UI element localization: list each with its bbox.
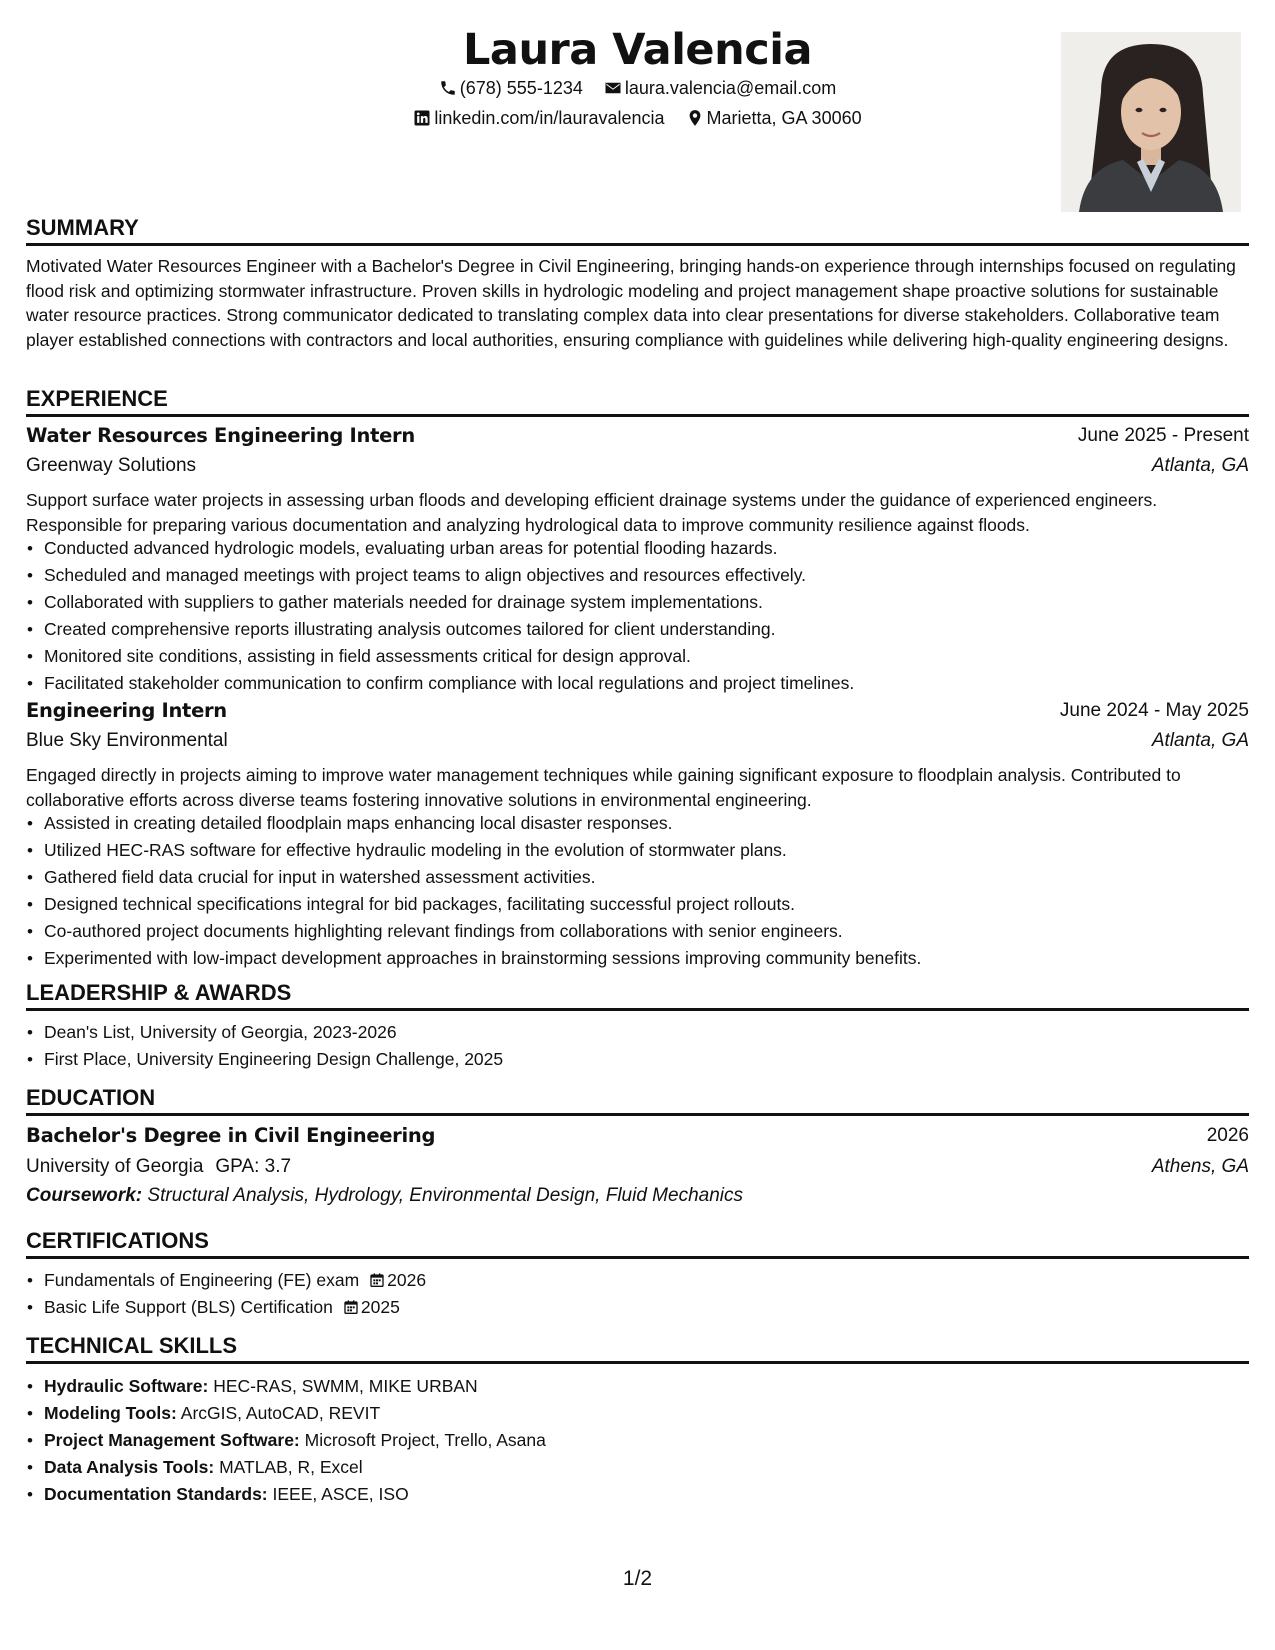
gpa: GPA: 3.7: [215, 1156, 292, 1177]
list-item: [44, 1481, 1267, 1508]
contact-location: [686, 105, 862, 131]
skills-list: [26, 1373, 1267, 1508]
cert-year: 2025: [360, 1297, 400, 1317]
list-item: • Conducted advanced hydrologic models, evaluating urban areas for potential flooding hazards.: [44, 535, 1267, 562]
profile-photo: [1061, 32, 1241, 212]
job-description: Support surface water projects in assessing urban floods and developing efficient drainage systems under the guidance of experienced engineers. Responsible for preparing various documentation and analyzing hydrological data to improve community resilience against floods.: [26, 490, 1158, 535]
list-item: • Created comprehensive reports illustrating analysis outcomes tailored for client understanding.: [44, 616, 1267, 643]
list-item: • Facilitated stakeholder communication to confirm compliance with local regulations and project timelines.: [44, 670, 1267, 697]
contact-linkedin[interactable]: [413, 105, 664, 131]
list-item: [44, 1267, 1267, 1294]
list-item: • Assisted in creating detailed floodplain maps enhancing local disaster responses.: [44, 810, 1267, 837]
certifications-list: [26, 1267, 1267, 1321]
list-item: [44, 1294, 1267, 1321]
job-title: Water Resources Engineering Intern: [26, 424, 415, 447]
skill-value: Microsoft Project, Trello, Asana: [304, 1430, 546, 1450]
calendar-icon: [369, 1272, 385, 1288]
skill-label: Modeling Tools:: [44, 1403, 177, 1423]
education-heading: EDUCATION: [26, 1084, 1249, 1116]
school-line: [26, 1153, 291, 1181]
list-item: • Dean's List, University of Georgia, 2023-2026: [44, 1019, 1267, 1046]
job-location: Atlanta, GA: [1151, 455, 1249, 476]
job-bullets: [26, 810, 1267, 972]
summary-heading: SUMMARY: [26, 214, 1249, 246]
skill-value: IEEE, ASCE, ISO: [272, 1484, 409, 1504]
calendar-icon: [343, 1299, 359, 1315]
job-title: Engineering Intern: [26, 699, 227, 722]
skills-heading: TECHNICAL SKILLS: [26, 1332, 1249, 1364]
page-number: 1/2: [622, 1567, 653, 1590]
skill-label: Hydraulic Software:: [44, 1376, 209, 1396]
envelope-icon: [604, 79, 622, 97]
list-item: [44, 1454, 1267, 1481]
candidate-name: Laura Valencia: [463, 25, 812, 75]
linkedin-url: linkedin.com/in/lauravalencia: [434, 108, 665, 128]
skill-value: MATLAB, R, Excel: [219, 1457, 363, 1477]
list-item: • Co-authored project documents highlighting relevant findings from collaborations with senior engineers.: [44, 918, 1267, 945]
list-item: [44, 1373, 1267, 1400]
degree-title: Bachelor's Degree in Civil Engineering: [26, 1124, 436, 1147]
coursework-list: Structural Analysis, Hydrology, Environmental Design, Fluid Mechanics: [147, 1185, 743, 1206]
list-item: [44, 1400, 1267, 1427]
list-item: • Collaborated with suppliers to gather materials needed for drainage system implementations.: [44, 589, 1267, 616]
coursework-label: Coursework:: [26, 1185, 143, 1206]
job-company: Greenway Solutions: [26, 455, 197, 476]
cert-year: 2026: [387, 1270, 427, 1290]
linkedin-icon: [413, 109, 431, 127]
job-dates: June 2025 - Present: [1077, 425, 1249, 446]
leadership-list: [26, 1019, 1267, 1073]
experience-heading: EXPERIENCE: [26, 385, 1249, 417]
contact-email[interactable]: [604, 75, 836, 101]
job-dates: June 2024 - May 2025: [1059, 700, 1249, 721]
job-description: Engaged directly in projects aiming to improve water management techniques while gaining significant exposure to floodplain analysis. Contributed to collaborative efforts across diverse teams fostering innovative solutions in environmental engineering.: [26, 765, 1181, 810]
map-pin-icon: [686, 109, 704, 127]
school-location: Athens, GA: [1151, 1156, 1249, 1177]
cert-name: Basic Life Support (BLS) Certification: [44, 1297, 333, 1317]
email-address: laura.valencia@email.com: [624, 78, 837, 98]
skill-value: ArcGIS, AutoCAD, REVIT: [180, 1403, 381, 1423]
list-item: • Monitored site conditions, assisting in field assessments critical for design approval.: [44, 643, 1267, 670]
summary-text: Motivated Water Resources Engineer with a Bachelor's Degree in Civil Engineering, bringing hands-on experience through internships focused on regulating flood risk and optimizing stormwater infrastructure. Proven skills in hydrologic modeling and project management shape proactive solutions for sustainable water resource practices. Strong communicator dedicated to translating complex data into clear presentations for diverse stakeholders. Collaborative team player established connections with contractors and local authorities, ensuring compliance with guidelines while delivering high-quality engineering designs.: [26, 256, 1236, 350]
coursework-line: [26, 1182, 743, 1210]
list-item: • Scheduled and managed meetings with project teams to align objectives and resources effectively.: [44, 562, 1267, 589]
phone-icon: [439, 79, 457, 97]
skill-label: Data Analysis Tools:: [44, 1457, 215, 1477]
skill-label: Documentation Standards:: [44, 1484, 268, 1504]
skill-label: Project Management Software:: [44, 1430, 300, 1450]
job-location: Atlanta, GA: [1151, 730, 1249, 751]
job-bullets: [26, 535, 1267, 697]
contact-phone: [439, 75, 583, 101]
list-item: • Gathered field data crucial for input in watershed assessment activities.: [44, 864, 1267, 891]
skill-value: HEC-RAS, SWMM, MIKE URBAN: [213, 1376, 478, 1396]
cert-name: Fundamentals of Engineering (FE) exam: [44, 1270, 360, 1290]
graduation-year: 2026: [1206, 1125, 1249, 1146]
school-name: University of Georgia: [26, 1156, 204, 1177]
location-text: Marietta, GA 30060: [706, 108, 862, 128]
list-item: • Designed technical specifications integral for bid packages, facilitating successful project rollouts.: [44, 891, 1267, 918]
certifications-heading: CERTIFICATIONS: [26, 1227, 1249, 1259]
list-item: [44, 1427, 1267, 1454]
list-item: • Utilized HEC-RAS software for effective hydraulic modeling in the evolution of stormwater plans.: [44, 837, 1267, 864]
leadership-heading: LEADERSHIP & AWARDS: [26, 979, 1249, 1011]
list-item: • Experimented with low-impact development approaches in brainstorming sessions improving community benefits.: [44, 945, 1267, 972]
list-item: • First Place, University Engineering Design Challenge, 2025: [44, 1046, 1267, 1073]
job-company: Blue Sky Environmental: [26, 730, 228, 751]
phone-number: (678) 555-1234: [459, 78, 583, 98]
